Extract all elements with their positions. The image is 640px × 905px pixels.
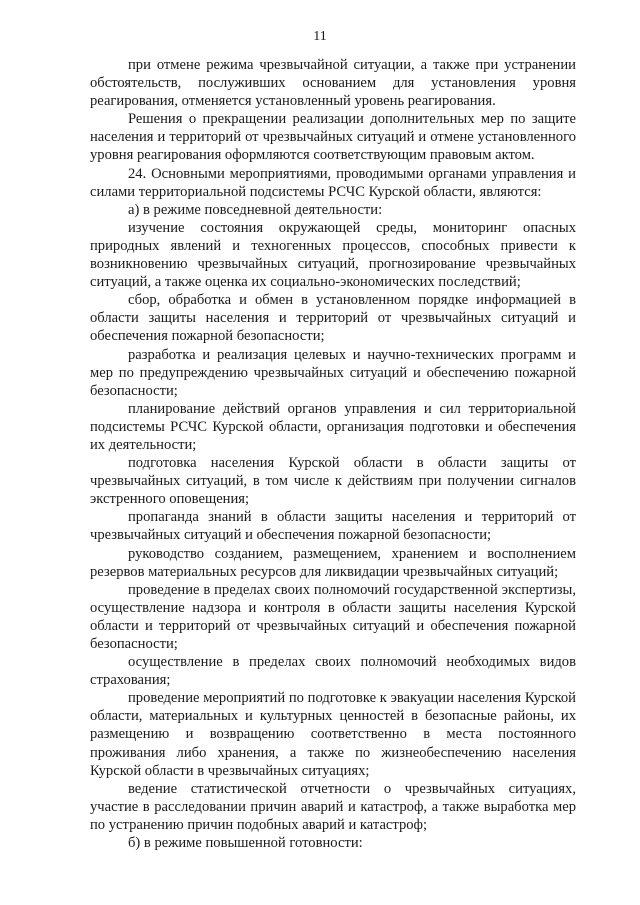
- paragraph-1: при отмене режима чрезвычайной ситуации, а также при устранении обстоятельств, послуживших основанием для установления уровня реагирования, отменяется установленный уровень реагирования.: [90, 57, 576, 110]
- paragraph-13: осуществление в пределах своих полномочий необходимых видов страхования;: [90, 654, 576, 689]
- paragraph-15: ведение статистической отчетности о чрезвычайных ситуациях, участие в расследовании причин аварий и катастроф, а также выработка мер по устранению причин подобных аварий и катастроф;: [90, 780, 576, 833]
- document-body: [90, 56, 576, 852]
- page-number: 11: [313, 29, 327, 44]
- paragraph-8: планирование действий органов управления и сил территориальной подсистемы РСЧС Курской области, организация подготовки и обеспечения их деятельности;: [90, 400, 576, 453]
- paragraph-2: Решения о прекращении реализации дополнительных мер по защите населения и территорий от чрезвычайных ситуаций и отмене установленного уровня реагирования оформляются соответствующим правовым актом.: [90, 111, 576, 164]
- paragraph-16: б) в режиме повышенной готовности:: [128, 835, 363, 852]
- paragraph-6: сбор, обработка и обмен в установленном порядке информацией в области защиты населения и территорий от чрезвычайных ситуаций и обеспечения пожарной безопасности;: [90, 292, 576, 345]
- paragraph-7: разработка и реализация целевых и научно-технических программ и мер по предупреждению чрезвычайных ситуаций и обеспечению пожарной безопасности;: [90, 346, 576, 399]
- paragraph-4: а) в режиме повседневной деятельности:: [128, 201, 383, 218]
- paragraph-10: пропаганда знаний в области защиты населения и территорий от чрезвычайных ситуаций и обеспечения пожарной безопасности;: [90, 509, 576, 544]
- paragraph-9: подготовка населения Курской области в области защиты от чрезвычайных ситуаций, в том числе к действиям при получении сигналов экстренного оповещения;: [90, 455, 576, 508]
- paragraph-3: 24. Основными мероприятиями, проводимыми органами управления и силами территориальной подсистемы РСЧС Курской области, являются:: [90, 165, 576, 200]
- paragraph-11: руководство созданием, размещением, хранением и восполнением резервов материальных ресурсов для ликвидации чрезвычайных ситуаций;: [90, 545, 576, 580]
- paragraph-5: изучение состояния окружающей среды, мониторинг опасных природных явлений и техногенных процессов, способных привести к возникновению чрезвычайных ситуаций, прогнозирование чрезвычайных ситуаций, а также оценка их социально-экономических последствий;: [90, 219, 576, 291]
- paragraph-12: проведение в пределах своих полномочий государственной экспертизы, осуществление надзора и контроля в области защиты населения Курской области и территорий от чрезвычайных ситуаций и обеспечения пожарной безопасности;: [90, 581, 576, 652]
- paragraph-14: проведение мероприятий по подготовке к эвакуации населения Курской области, материальных и культурных ценностей в безопасные районы, их размещению и возвращению соответственно в места постоянного проживания либо хранения, а также по жизнеобеспечению населения Курской области в чрезвычайных ситуациях;: [90, 690, 576, 779]
